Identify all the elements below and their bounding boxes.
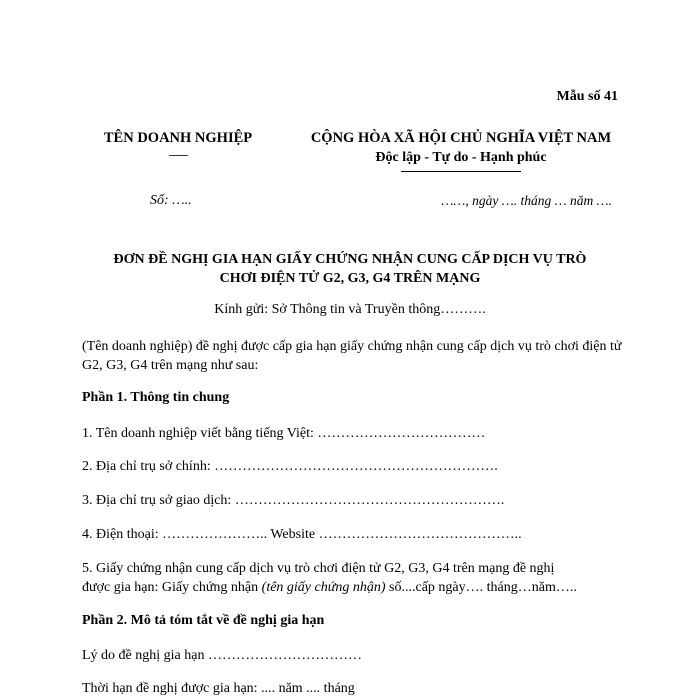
item-transaction-office: 3. Địa chỉ trụ sở giao dịch: …………………………………………………. [82, 493, 505, 508]
certificate-name-placeholder: (tên giấy chứng nhận) [261, 580, 386, 595]
greeting: Kính gửi: Sở Thông tin và Truyền thông………. [214, 302, 486, 317]
document-number: Số: ….. [150, 193, 192, 208]
renewal-reason: Lý do đề nghị gia hạn …………………………… [82, 648, 362, 663]
item-head-office: 2. Địa chỉ trụ sở chính: ……………………………………………………. [82, 459, 498, 474]
item-certificate-line2 [82, 580, 577, 597]
renewal-duration: Thời hạn đề nghị được gia hạn: .... năm .... tháng [82, 681, 355, 696]
nation-name: CỘNG HÒA XÃ HỘI CHỦ NGHĨA VIỆT NAM [310, 130, 612, 146]
title-line-2: CHƠI ĐIỆN TỬ G2, G3, G4 TRÊN MẠNG [219, 271, 481, 286]
company-name: TÊN DOANH NGHIỆP [103, 130, 253, 146]
certificate-text-b: số....cấp ngày…. tháng…năm….. [385, 580, 577, 595]
company-rule: ------- [168, 149, 188, 161]
item-phone-website: 4. Điện thoại: ………………….. Website …………………………………….. [82, 527, 522, 542]
part2-heading: Phần 2. Mô tả tóm tắt về đề nghị gia hạn [82, 613, 325, 628]
part1-heading: Phần 1. Thông tin chung [82, 390, 230, 405]
national-motto: Độc lập - Tự do - Hạnh phúc [375, 150, 547, 165]
title-line-1: ĐƠN ĐỀ NGHỊ GIA HẠN GIẤY CHỨNG NHẬN CUNG CẤP DỊCH VỤ TRÒ [113, 252, 587, 267]
form-number: Mẫu số 41 [556, 89, 618, 104]
item-company-name: 1. Tên doanh nghiệp viết bằng tiếng Việt: ……………………………… [82, 426, 486, 441]
motto-underline [401, 171, 521, 172]
intro-paragraph: (Tên doanh nghiệp) đề nghị được cấp gia hạn giấy chứng nhận cung cấp dịch vụ trò chơi điện tử G2, G3, G4 trên mạng như sau: [82, 339, 622, 373]
certificate-text-a: được gia hạn: Giấy chứng nhận [82, 580, 262, 595]
date-line: ……, ngày …. tháng … năm …. [441, 193, 612, 208]
document-title [80, 250, 620, 288]
item-certificate-line1: 5. Giấy chứng nhận cung cấp dịch vụ trò chơi điện tử G2, G3, G4 trên mạng đề nghị [82, 561, 555, 576]
